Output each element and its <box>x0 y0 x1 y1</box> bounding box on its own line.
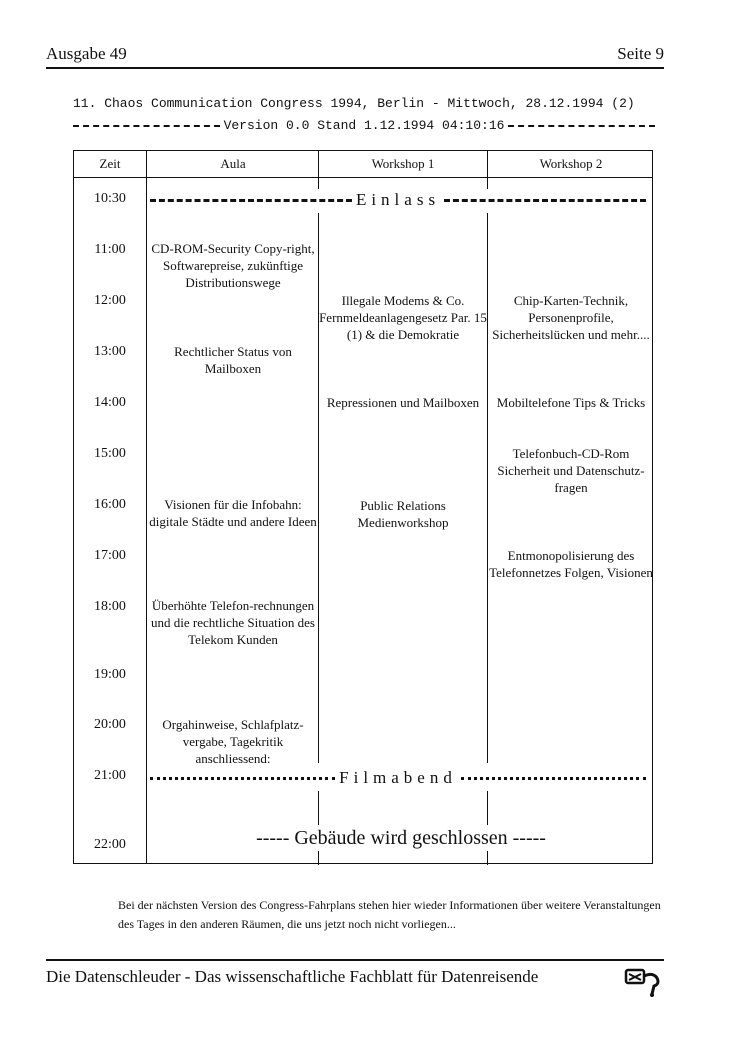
time-slot: 19:00 <box>94 667 126 682</box>
column-header-zeit: Zeit <box>99 156 121 171</box>
session-entmonopolisierung: Entmonopolisierung des Telefonnetzes Folgen, Visionen <box>489 548 653 580</box>
time-slot: 20:00 <box>94 717 126 732</box>
page-number: Seite 9 <box>617 44 664 63</box>
workshop-divider-bottom <box>487 851 488 865</box>
version-line <box>73 118 655 133</box>
aula-divider-bottom <box>318 851 319 865</box>
schedule-table <box>73 150 653 864</box>
column-header-workshop-2: Workshop 2 <box>539 156 603 171</box>
einlass-dash-right <box>444 199 646 202</box>
session-chipkarten: Chip-Karten-Technik, Personenprofile, Sicherheitslücken und mehr.... <box>492 293 650 342</box>
time-column-divider <box>146 151 147 863</box>
session-mobiltelefone: Mobiltelefone Tips & Tricks <box>496 395 646 410</box>
workshop-divider-lower <box>487 791 488 825</box>
einlass-dash-left <box>150 199 352 202</box>
chaos-knoten-logo-icon <box>623 964 667 1003</box>
closing-notice: ----- Gebäude wird geschlossen ----- <box>256 827 546 849</box>
session-public-relations: Public Relations Medienworkshop <box>357 498 449 530</box>
filmabend-dots-left <box>150 777 335 780</box>
aula-divider-lower <box>318 791 319 825</box>
version-dash-right <box>508 125 655 127</box>
time-slot: 18:00 <box>94 599 126 614</box>
time-slot: 14:00 <box>94 395 126 410</box>
footer-rule <box>46 959 664 961</box>
column-header-workshop-1: Workshop 1 <box>371 156 435 171</box>
session-cdrom-security: CD-ROM-Security Copy-right, Softwarepreise, zukünftige Distributionswege <box>151 241 315 290</box>
version-text: Version 0.0 Stand 1.12.1994 04:10:16 <box>223 118 505 133</box>
footer-title: Die Datenschleuder - Das wissenschaftliche Fachblatt für Datenreisende <box>46 967 539 986</box>
einlass-banner <box>150 189 646 211</box>
filmabend-banner <box>150 767 646 789</box>
time-slot: 11:00 <box>94 242 126 257</box>
session-illegale-modems: Illegale Modems & Co. Fernmeldeanlagengesetz Par. 15 (1) & die Demokratie <box>319 293 487 342</box>
session-infobahn-visionen: Visionen für die Infobahn: digitale Städte und andere Ideen <box>149 497 317 529</box>
session-orgahinweise: Orgahinweise, Schlafplatz-vergabe, Tagekritik anschliessend: <box>162 717 304 766</box>
time-slot: 22:00 <box>94 837 126 852</box>
filmabend-dots-right <box>461 777 646 780</box>
time-slot: 12:00 <box>94 293 126 308</box>
issue-number: Ausgabe 49 <box>46 44 127 63</box>
filmabend-label: Filmabend <box>339 768 457 787</box>
time-slot: 21:00 <box>94 768 126 783</box>
time-slot: 10:30 <box>94 191 126 206</box>
session-telefonbuch-cdrom: Telefonbuch-CD-Rom Sicherheit und Datenschutz-fragen <box>497 446 645 495</box>
conference-title: 11. Chaos Communication Congress 1994, Berlin - Mittwoch, 28.12.1994 (2) <box>73 96 635 111</box>
session-telefonrechnungen: Überhöhte Telefon-rechnungen und die rechtliche Situation des Telekom Kunden <box>151 598 315 647</box>
column-header-aula: Aula <box>220 156 246 171</box>
version-dash-left <box>73 125 220 127</box>
time-slot: 16:00 <box>94 497 126 512</box>
einlass-label: Einlass <box>355 190 441 209</box>
session-mailbox-status: Rechtlicher Status von Mailboxen <box>174 344 292 376</box>
time-slot: 15:00 <box>94 446 126 461</box>
header-rule <box>46 67 664 69</box>
session-repressionen: Repressionen und Mailboxen <box>326 395 480 410</box>
time-slot: 13:00 <box>94 344 126 359</box>
header-divider <box>74 177 652 178</box>
footnote: Bei der nächsten Version des Congress-Fahrplans stehen hier wieder Informationen über weitere Veranstaltungen des Tages in den anderen Räumen, die uns jetzt noch nicht vorliegen... <box>118 898 661 931</box>
time-slot: 17:00 <box>94 548 126 563</box>
